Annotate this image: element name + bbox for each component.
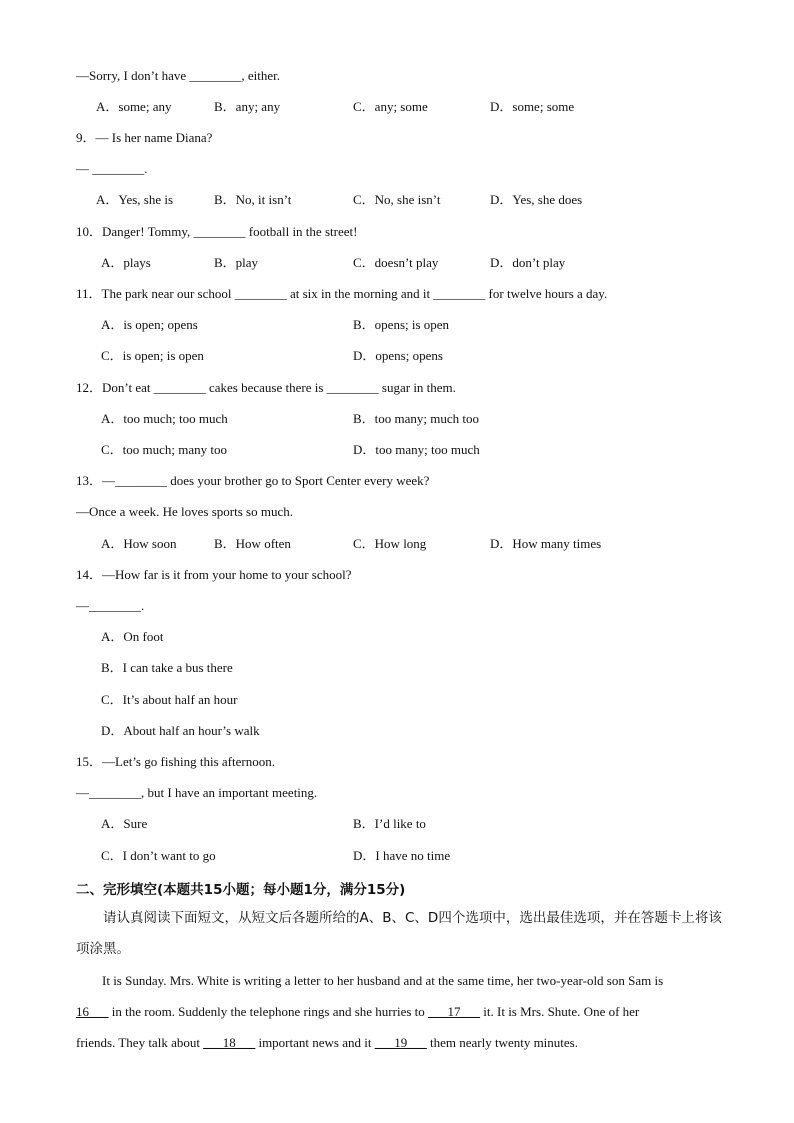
passage-text: important news and it [255,1035,375,1050]
q10-option-d[interactable]: D．don’t play [490,255,566,270]
q10-stem: 10．Danger! Tommy, ________ football in the street! [76,224,358,239]
passage-line-3 [76,1035,578,1051]
q9-option-b[interactable]: B．No, it isn’t [214,192,292,207]
blank-18[interactable]: ___18___ [203,1035,256,1050]
q11-option-a[interactable]: A．is open; opens [101,317,198,332]
q10-option-b[interactable]: B．play [214,255,259,270]
q15-option-d[interactable]: D．I have no time [353,848,451,863]
q9-option-a[interactable]: A．Yes, she is [96,192,174,207]
q8-option-b[interactable]: B．any; any [214,99,281,114]
q14-reply: —________. [76,598,145,613]
q9-reply: — ________. [76,161,148,176]
q11-option-d[interactable]: D．opens; opens [353,348,443,363]
q15-reply: —________, but I have an important meeting. [76,785,318,800]
q13-option-b[interactable]: B．How often [214,536,291,551]
q13-stem: 13．—________ does your brother go to Sport Center every week? [76,473,430,488]
section2-instruction: 请认真阅读下面短文，从短文后各题所给的A、B、C、D四个选项中，选出最佳选项，并在答题卡上将该项涂黑。 [76,910,722,957]
q9-option-c[interactable]: C．No, she isn’t [353,192,441,207]
q8-option-d[interactable]: D．some; some [490,99,575,114]
passage-text: friends. They talk about [76,1035,204,1050]
passage-text: it. It is Mrs. Shute. One of her [480,1004,640,1019]
blank-17[interactable]: ___17___ [428,1004,481,1019]
q13-option-a[interactable]: A．How soon [101,536,177,551]
q11-stem: 11．The park near our school ________ at six in the morning and it ________ for twelve hours a day. [76,286,608,301]
q11-option-c[interactable]: C．is open; is open [101,348,204,363]
q11-option-b[interactable]: B．opens; is open [353,317,450,332]
q14-option-d[interactable]: D．About half an hour’s walk [101,723,260,738]
q9-stem: 9．— Is her name Diana? [76,130,213,145]
q8-reply: —Sorry, I don’t have ________, either. [76,68,280,83]
q9-option-d[interactable]: D．Yes, she does [490,192,583,207]
q14-option-b[interactable]: B．I can take a bus there [101,660,233,675]
q8-option-c[interactable]: C．any; some [353,99,428,114]
q13-reply: —Once a week. He loves sports so much. [76,504,293,519]
q13-option-d[interactable]: D．How many times [490,536,602,551]
passage-text: in the room. Suddenly the telephone rings and she hurries to [108,1004,429,1019]
q10-option-a[interactable]: A．plays [101,255,151,270]
q8-option-a[interactable]: A．some; any [96,99,172,114]
q15-option-b[interactable]: B．I’d like to [353,816,426,831]
passage-line-1: It is Sunday. Mrs. White is writing a letter to her husband and at the same time, her two-year-old son Sam is [102,973,664,988]
q12-option-b[interactable]: B．too many; much too [353,411,480,426]
q15-option-a[interactable]: A．Sure [101,816,148,831]
passage-line-2 [76,1004,639,1020]
q14-stem: 14．—How far is it from your home to your school? [76,567,352,582]
blank-16[interactable]: 16___ [76,1004,109,1019]
blank-19[interactable]: ___19___ [374,1035,427,1050]
q14-option-a[interactable]: A．On foot [101,629,164,644]
q12-option-c[interactable]: C．too much; many too [101,442,228,457]
section2-heading: 二、完形填空(本题共15小题；每小题1分，满分15分) [76,882,406,898]
q14-option-c[interactable]: C．It’s about half an hour [101,692,238,707]
q12-option-a[interactable]: A．too much; too much [101,411,228,426]
q10-option-c[interactable]: C．doesn’t play [353,255,439,270]
q15-stem: 15．—Let’s go fishing this afternoon. [76,754,275,769]
q15-option-c[interactable]: C．I don’t want to go [101,848,216,863]
q12-stem: 12．Don’t eat ________ cakes because there is ________ sugar in them. [76,380,456,395]
q12-option-d[interactable]: D．too many; too much [353,442,480,457]
q13-option-c[interactable]: C．How long [353,536,427,551]
passage-text: them nearly twenty minutes. [426,1035,578,1050]
